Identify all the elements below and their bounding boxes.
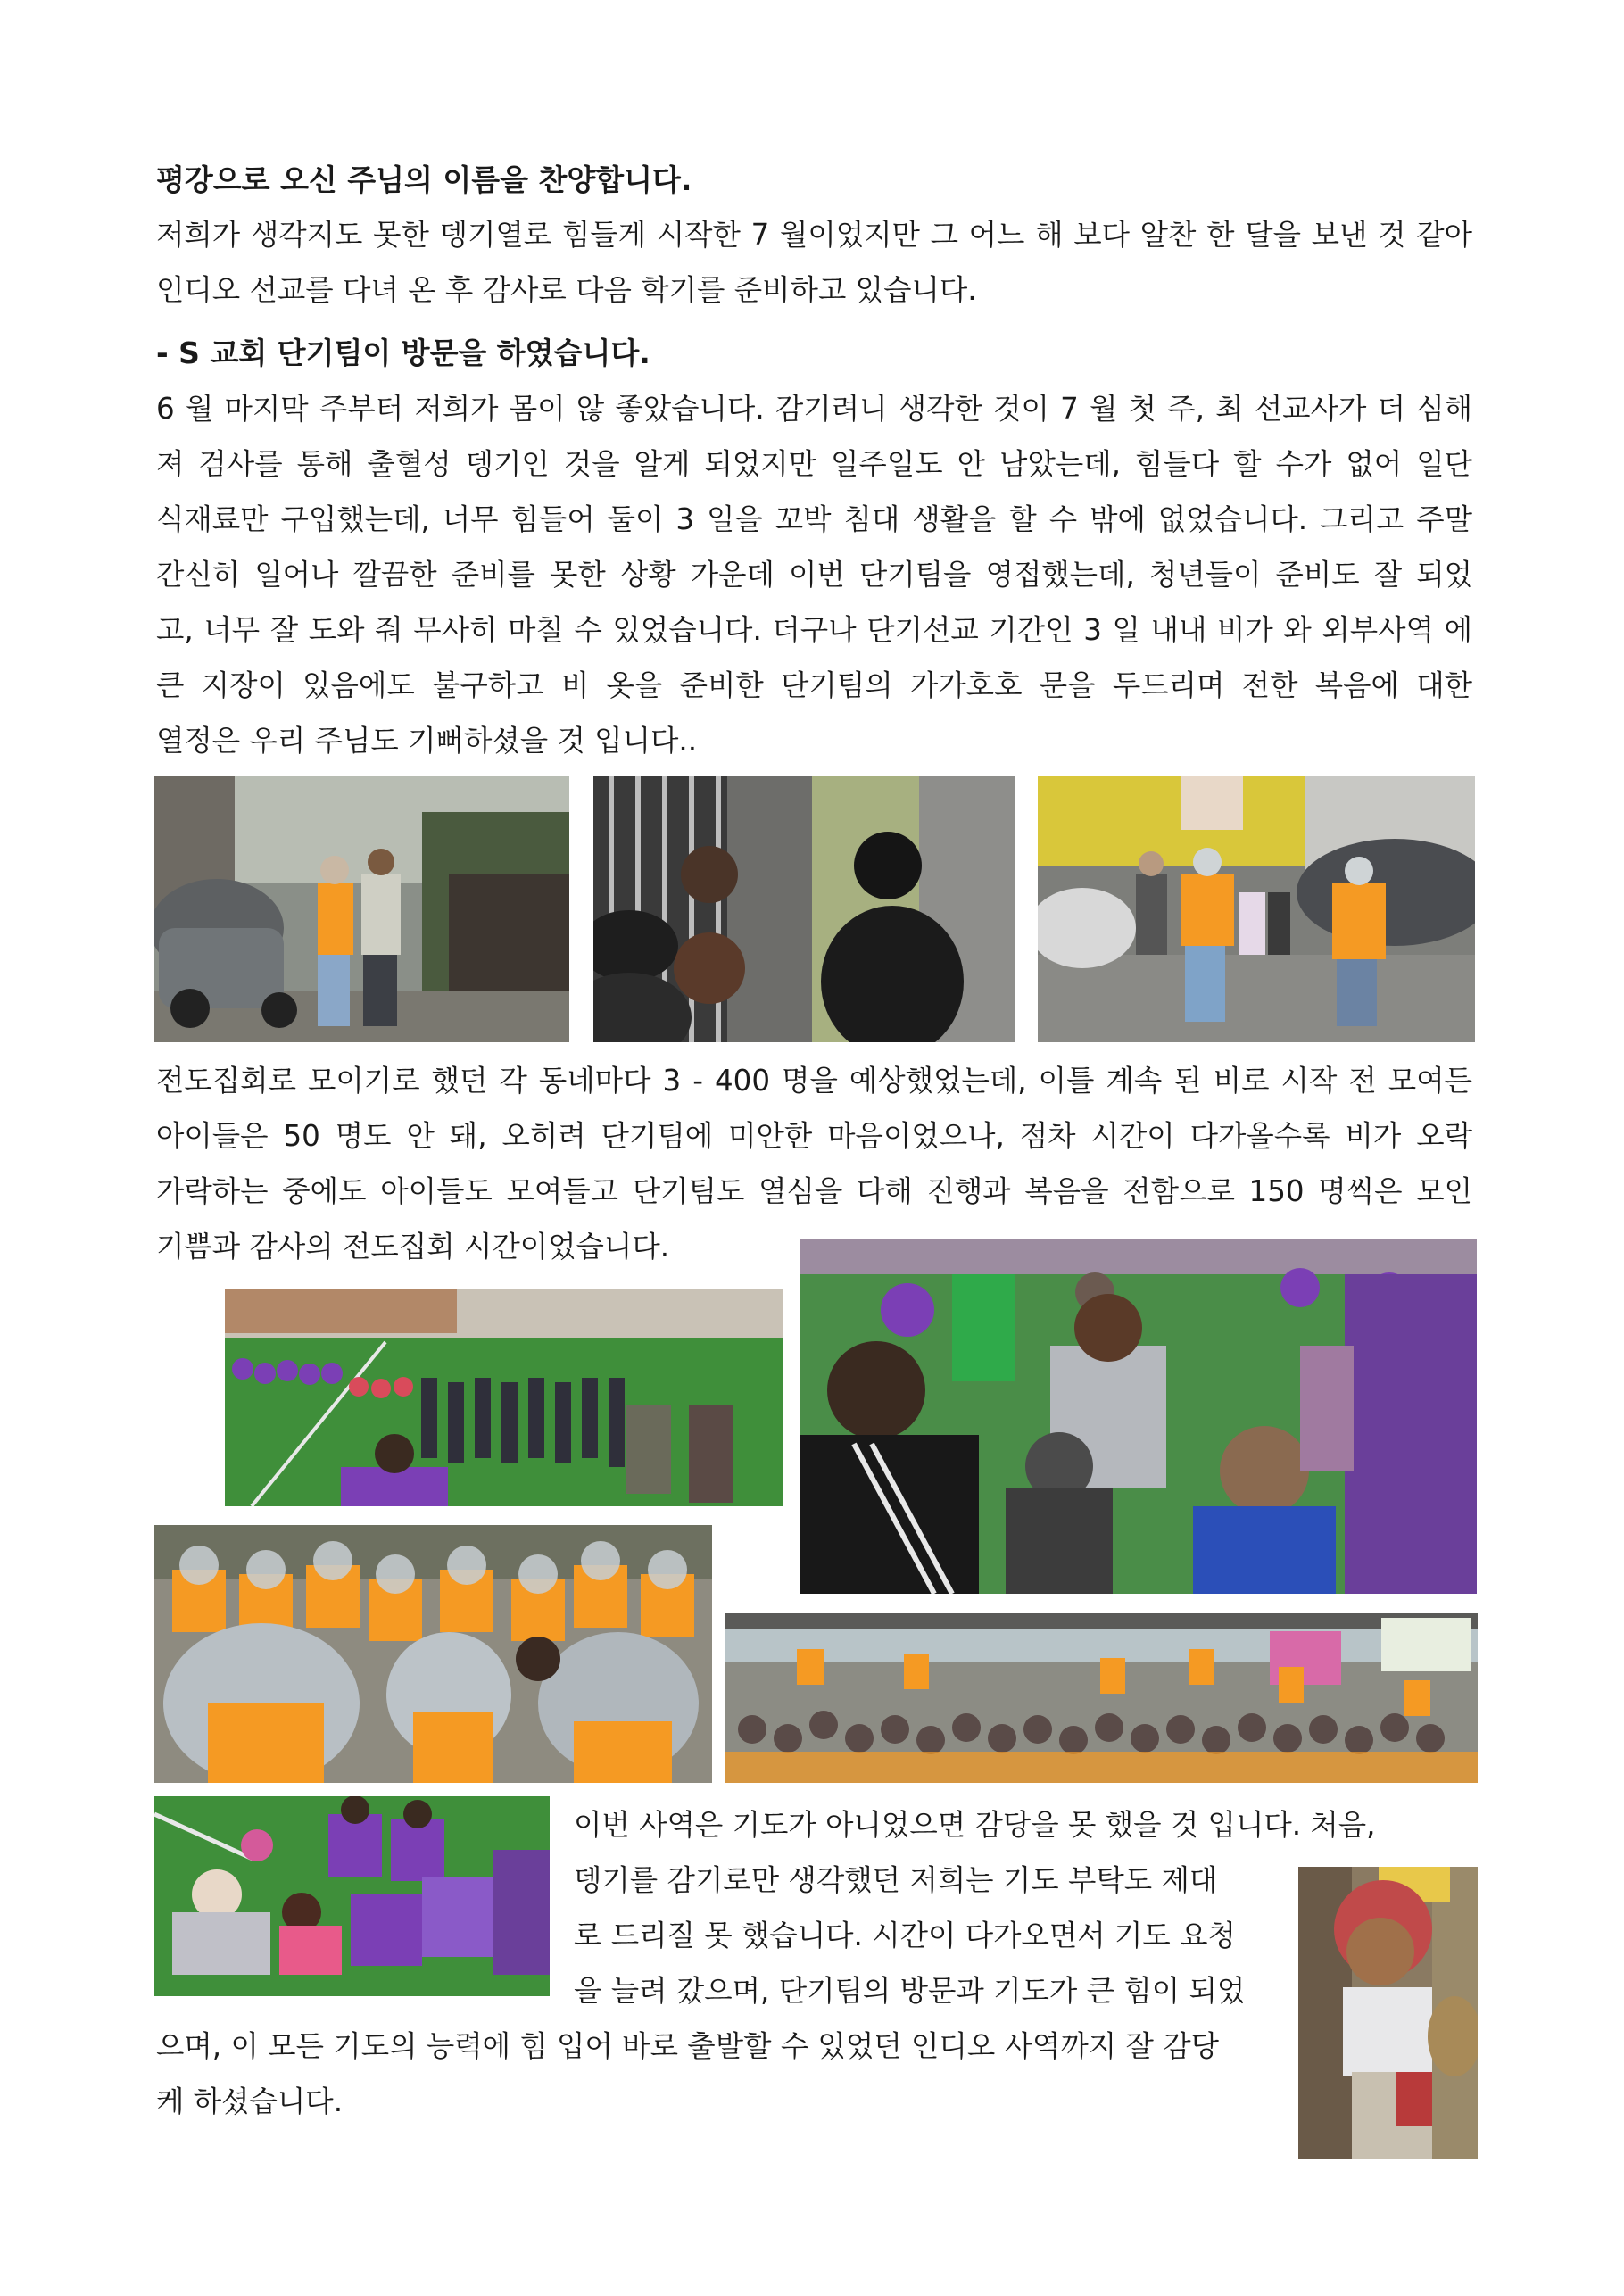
para2-line: 기쁨과 감사의 전도집회 시간이었습니다. (156, 1230, 670, 1264)
para3-line: 뎅기를 감기로만 생각했던 저희는 기도 부탁도 제대 (574, 1863, 1218, 1897)
photo-indigenous-child (1298, 1867, 1478, 2159)
intro-line: 인디오 선교를 다녀 온 후 감사로 다음 학기를 준비하고 있습니다. (156, 273, 977, 307)
photo-field-line-up (225, 1289, 783, 1506)
para2-line: 전도집회로 모이기로 했던 각 동네마다 3 - 400 명을 예상했었는데, 이틀 계속 된 비로 시작 전 모여든 (156, 1064, 1472, 1098)
greeting-heading: 평강으로 오신 주님의 이름을 찬양합니다. (156, 162, 692, 197)
photo-kids-sitting (154, 1796, 550, 1996)
para1-line: 간신히 일어나 깔끔한 준비를 못한 상황 가운데 이번 단기팀을 영접했는데, 청년들이 준비도 잘 되었 (156, 558, 1472, 592)
para1-line: 고, 너무 잘 도와 줘 무사히 마칠 수 있었습니다. 더구나 단기선교 기간인 3 일 내내 비가 와 외부사역 에 (156, 613, 1472, 647)
para1-line: 열정은 우리 주님도 기뻐하셨을 것 입니다.. (156, 724, 698, 758)
para1-line: 식재료만 구입했는데, 너무 힘들어 둘이 3 일을 꼬박 침대 생활을 할 수 밖에 없었습니다. 그리고 주말 (156, 502, 1472, 536)
para2-line: 가락하는 중에도 아이들도 모여들고 단기팀도 열심을 다해 진행과 복음을 전함으로 150 명씩은 모인 (156, 1174, 1472, 1208)
para3-line: 이번 사역은 기도가 아니었으면 감당을 못 했을 것 입니다. 처음, (574, 1808, 1376, 1842)
para1-line: 6 월 마지막 주부터 저희가 몸이 않 좋았습니다. 감기려니 생각한 것이 7 월 첫 주, 최 선교사가 더 심해 (156, 392, 1472, 426)
para1-line: 져 검사를 통해 출혈성 뎅기인 것을 알게 되었지만 일주일도 안 남았는데, 힘들다 할 수가 없어 일단 (156, 447, 1472, 481)
intro-line: 저희가 생각지도 못한 뎅기열로 힘들게 시작한 7 월이었지만 그 어느 해 보다 알찬 한 달을 보낸 것 같아 (156, 218, 1472, 252)
para3-line: 으며, 이 모든 기도의 능력에 힘 입어 바로 출발할 수 있었던 인디오 사역까지 잘 감당 (156, 2029, 1219, 2063)
para1-line: 큰 지장이 있음에도 불구하고 비 옷을 준비한 단기팀의 가가호호 문을 두드리며 전한 복음에 대한 (156, 668, 1472, 702)
photo-kids-crafts (800, 1239, 1477, 1594)
para2-line: 아이들은 50 명도 안 돼, 오히려 단기팀에 미안한 마음이었으나, 점차 시간이 다가올수록 비가 오락 (156, 1119, 1472, 1153)
section-heading: - S 교회 단기팀이 방문을 하였습니다. (156, 336, 650, 370)
photo-team-raincoats (154, 1525, 712, 1783)
para3-line: 로 드리질 못 했습니다. 시간이 다가오면서 기도 요청 (574, 1919, 1236, 1952)
para3-line: 을 늘려 갔으며, 단기팀의 방문과 기도가 큰 힘이 되었 (574, 1974, 1246, 2008)
photo-door-visit (593, 776, 1015, 1042)
photo-meeting-hall (725, 1613, 1478, 1783)
photo-street-group (1038, 776, 1475, 1042)
para3-line: 케 하셨습니다. (156, 2085, 344, 2118)
photo-street-visit (154, 776, 569, 1042)
